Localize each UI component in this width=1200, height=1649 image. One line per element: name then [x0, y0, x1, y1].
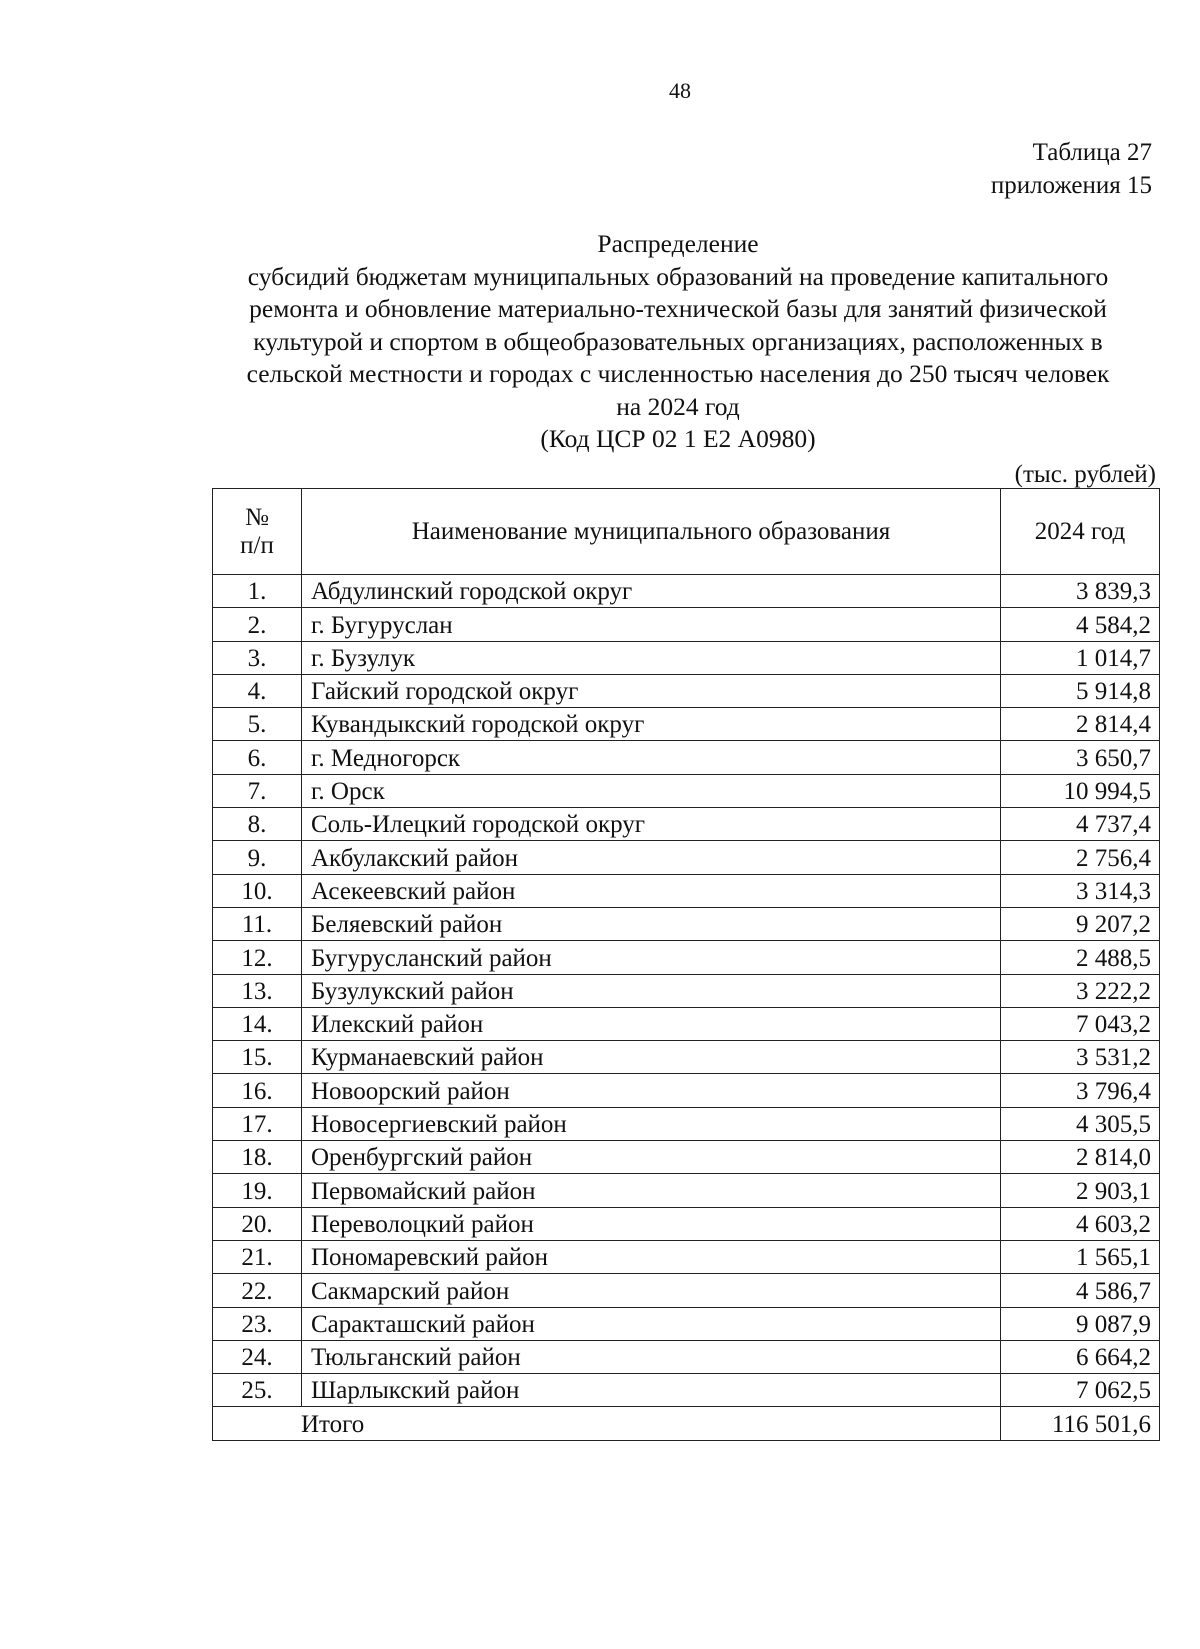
row-name: Саракташский район [302, 1307, 1001, 1340]
table-body [213, 575, 1160, 1441]
row-number: 18. [213, 1141, 302, 1174]
table-row [213, 641, 1160, 674]
row-number: 13. [213, 974, 302, 1007]
row-name: Соль-Илецкий городской округ [302, 808, 1001, 841]
table-row [213, 1274, 1160, 1307]
table-header-row [213, 489, 1160, 575]
row-name: Тюльганский район [302, 1340, 1001, 1373]
row-number: 10. [213, 874, 302, 907]
table-caption-number: Таблица 27 [1032, 139, 1152, 166]
row-value: 7 062,5 [1001, 1374, 1160, 1407]
row-value: 3 222,2 [1001, 974, 1160, 1007]
row-number: 11. [213, 907, 302, 940]
row-number: 24. [213, 1340, 302, 1373]
page-number: 48 [669, 78, 691, 103]
row-number: 20. [213, 1207, 302, 1240]
row-number: 19. [213, 1174, 302, 1207]
row-name: Пономаревский район [302, 1240, 1001, 1273]
row-name: г. Бугуруслан [302, 608, 1001, 641]
row-number: 4. [213, 674, 302, 707]
table-row [213, 874, 1160, 907]
row-value: 3 314,3 [1001, 874, 1160, 907]
row-name: Гайский городской округ [302, 674, 1001, 707]
row-name: Новосергиевский район [302, 1107, 1001, 1140]
row-value: 2 756,4 [1001, 841, 1160, 874]
row-value: 2 814,0 [1001, 1141, 1160, 1174]
table-row [213, 741, 1160, 774]
table-row [213, 1340, 1160, 1373]
table-row [213, 907, 1160, 940]
distribution-table [212, 488, 1160, 1441]
heading-year: на 2024 год [616, 391, 740, 421]
row-value: 4 584,2 [1001, 608, 1160, 641]
table-caption [991, 136, 1152, 202]
table-caption-appendix: приложения 15 [990, 172, 1152, 199]
row-value: 9 207,2 [1001, 907, 1160, 940]
row-value: 4 586,7 [1001, 1274, 1160, 1307]
row-value: 3 839,3 [1001, 575, 1160, 608]
row-value: 2 488,5 [1001, 941, 1160, 974]
total-value: 116 501,6 [1001, 1407, 1160, 1440]
row-name: Акбулакский район [302, 841, 1001, 874]
row-value: 3 796,4 [1001, 1074, 1160, 1107]
row-value: 3 531,2 [1001, 1041, 1160, 1074]
table-row [213, 1240, 1160, 1273]
table-row [213, 1107, 1160, 1140]
header-year: 2024 год [1001, 489, 1160, 575]
row-value: 1 014,7 [1001, 641, 1160, 674]
row-value: 4 305,5 [1001, 1107, 1160, 1140]
row-number: 12. [213, 941, 302, 974]
header-name: Наименование муниципального образования [302, 489, 1001, 575]
unit-label: (тыс. рублей) [1014, 461, 1156, 488]
row-value: 9 087,9 [1001, 1307, 1160, 1340]
row-value: 4 603,2 [1001, 1207, 1160, 1240]
row-name: Новоорский район [302, 1074, 1001, 1107]
row-name: Абдулинский городской округ [302, 575, 1001, 608]
row-value: 2 814,4 [1001, 708, 1160, 741]
row-name: Оренбургский район [302, 1141, 1001, 1174]
table-row [213, 1007, 1160, 1040]
row-number: 23. [213, 1307, 302, 1340]
heading-title: Распределение [597, 229, 759, 258]
table-row [213, 1307, 1160, 1340]
table-row [213, 1141, 1160, 1174]
row-name: Переволоцкий район [302, 1207, 1001, 1240]
heading-line: субсидий бюджетам муниципальных образований на проведение капитального [247, 261, 1109, 291]
header-number-pp: п/п [240, 531, 274, 559]
row-name: Первомайский район [302, 1174, 1001, 1207]
row-name: Асекеевский район [302, 874, 1001, 907]
header-number [213, 489, 302, 575]
table-row [213, 941, 1160, 974]
row-number: 25. [213, 1374, 302, 1407]
row-number: 1. [213, 575, 302, 608]
row-number: 3. [213, 641, 302, 674]
row-number: 8. [213, 808, 302, 841]
table-row [213, 708, 1160, 741]
row-name: Кувандыкский городской округ [302, 708, 1001, 741]
table-row [213, 841, 1160, 874]
row-value: 4 737,4 [1001, 808, 1160, 841]
row-value: 6 664,2 [1001, 1340, 1160, 1373]
row-number: 22. [213, 1274, 302, 1307]
row-name: Бузулукский район [302, 974, 1001, 1007]
row-number: 21. [213, 1240, 302, 1273]
header-number-sign: № [245, 503, 269, 531]
row-value: 3 650,7 [1001, 741, 1160, 774]
row-number: 6. [213, 741, 302, 774]
table-row [213, 608, 1160, 641]
row-name: Бугурусланский район [302, 941, 1001, 974]
document-heading [198, 228, 1158, 456]
row-name: г. Бузулук [302, 641, 1001, 674]
table-row [213, 674, 1160, 707]
heading-code: (Код ЦСР 02 1 Е2 А0980) [540, 424, 816, 453]
row-value: 5 914,8 [1001, 674, 1160, 707]
row-value: 2 903,1 [1001, 1174, 1160, 1207]
heading-line: культурой и спортом в общеобразовательных организациях, расположенных в [253, 326, 1103, 356]
row-name: Сакмарский район [302, 1274, 1001, 1307]
heading-line: ремонта и обновление материально-технической базы для занятий физической [249, 294, 1107, 323]
table-row [213, 1174, 1160, 1207]
table-row [213, 1041, 1160, 1074]
row-name: Шарлыкский район [302, 1374, 1001, 1407]
row-value: 10 994,5 [1001, 774, 1160, 807]
row-number: 7. [213, 774, 302, 807]
table-row [213, 1207, 1160, 1240]
total-label: Итого [213, 1407, 1001, 1440]
table-row [213, 974, 1160, 1007]
table-row [213, 774, 1160, 807]
row-value: 7 043,2 [1001, 1007, 1160, 1040]
row-number: 9. [213, 841, 302, 874]
row-name: г. Медногорск [302, 741, 1001, 774]
row-number: 17. [213, 1107, 302, 1140]
total-row [213, 1407, 1160, 1440]
table-row [213, 808, 1160, 841]
table-row [213, 1074, 1160, 1107]
row-name: Курманаевский район [302, 1041, 1001, 1074]
row-number: 16. [213, 1074, 302, 1107]
row-name: Илекский район [302, 1007, 1001, 1040]
heading-line: сельской местности и городах с численностью населения до 250 тысяч человек [246, 359, 1110, 388]
row-number: 2. [213, 608, 302, 641]
row-name: г. Орск [302, 774, 1001, 807]
row-number: 5. [213, 708, 302, 741]
row-number: 14. [213, 1007, 302, 1040]
row-value: 1 565,1 [1001, 1240, 1160, 1273]
row-name: Беляевский район [302, 907, 1001, 940]
table-row [213, 575, 1160, 608]
row-number: 15. [213, 1041, 302, 1074]
table-row [213, 1374, 1160, 1407]
